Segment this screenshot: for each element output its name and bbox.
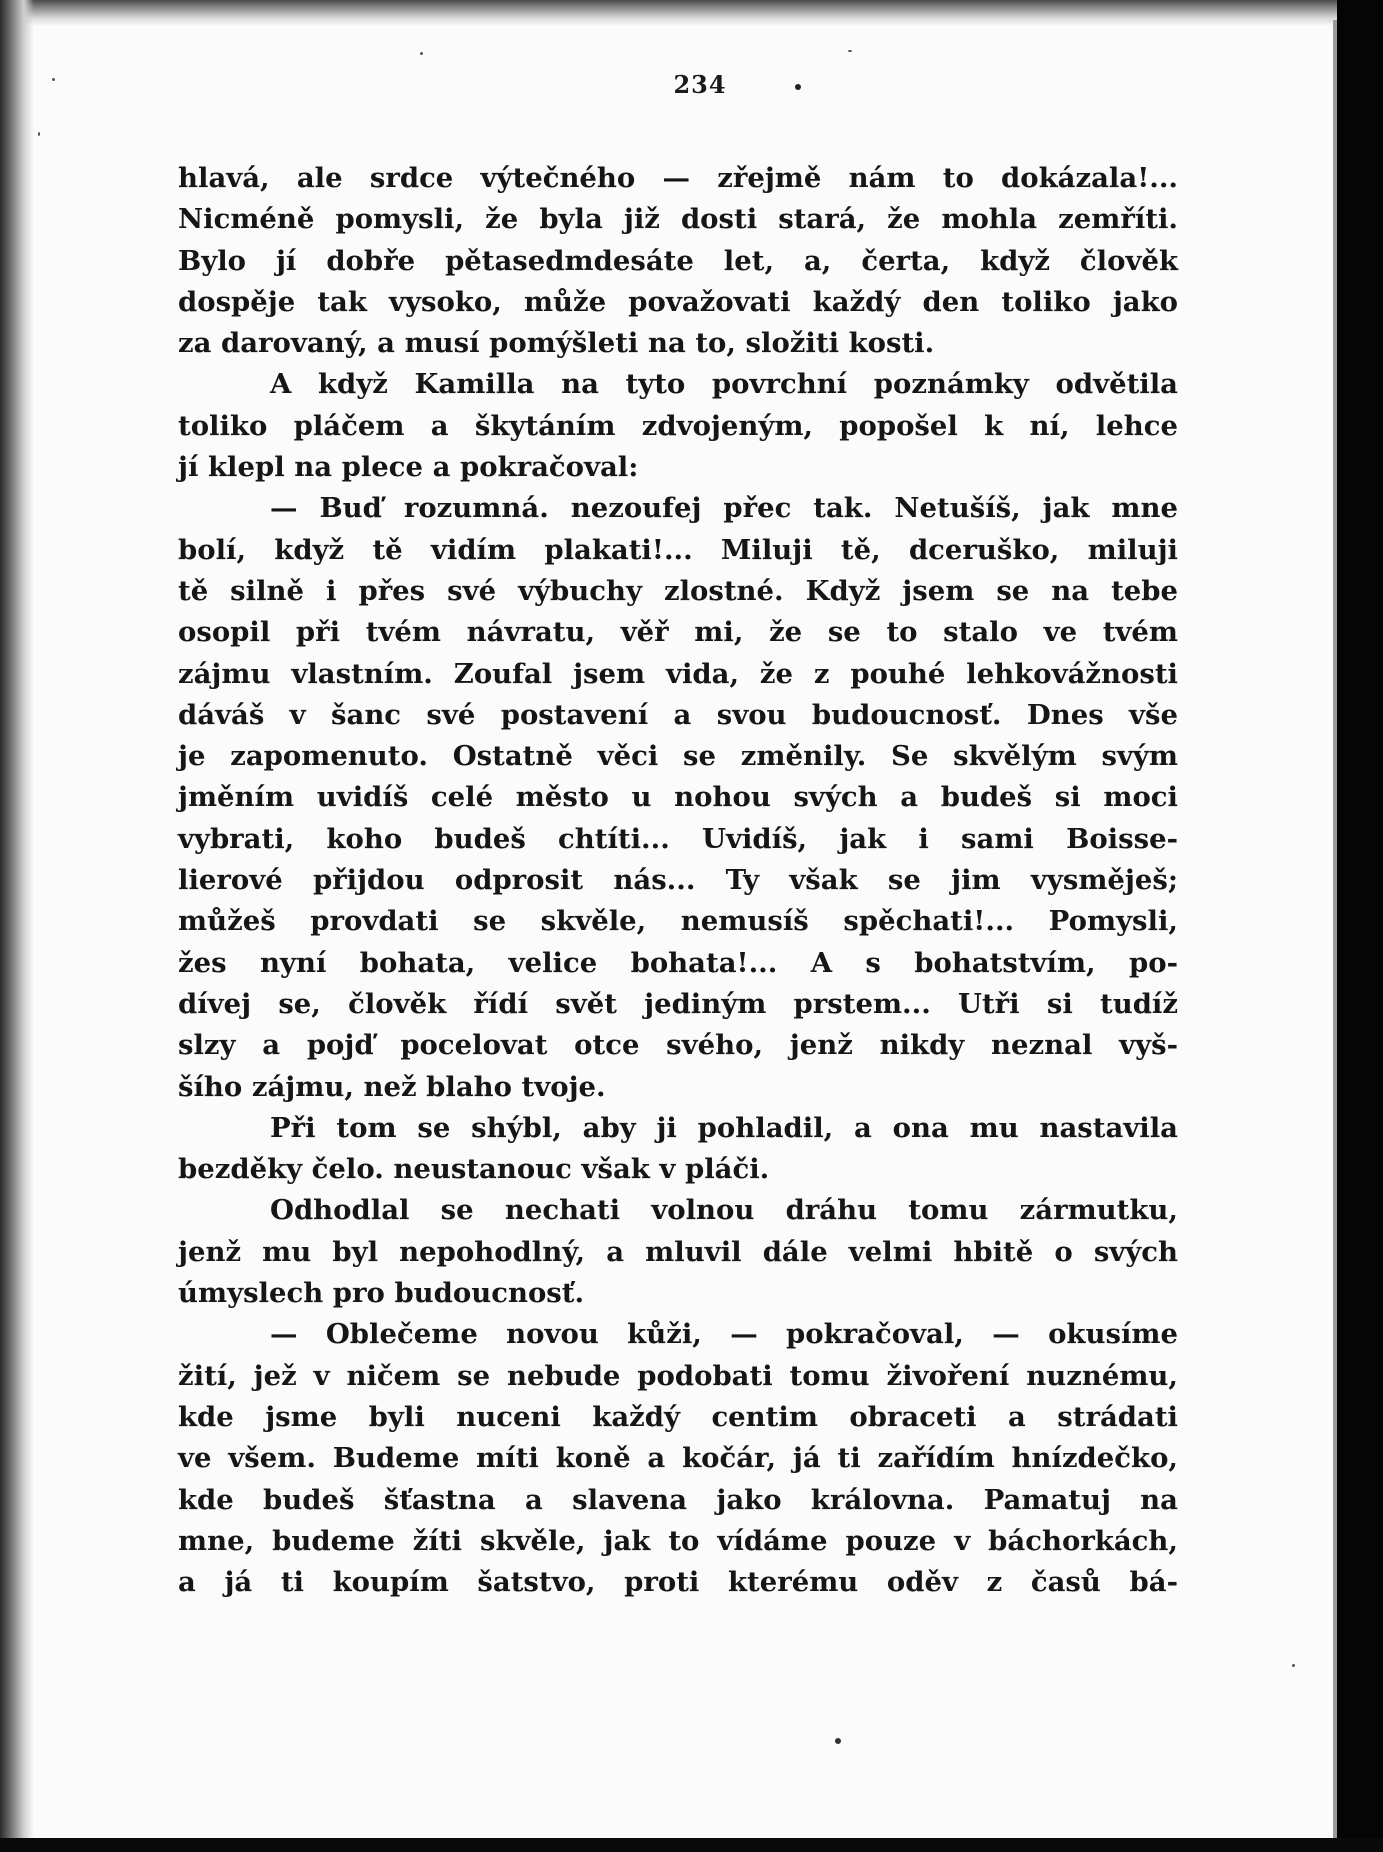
scan-right-border	[1337, 0, 1383, 1852]
page-number: 234	[673, 70, 727, 99]
text-line: Nicméně pomysli, že byla již dosti stará, že mohla zemříti.	[178, 203, 1178, 236]
dust-speck	[420, 52, 423, 55]
text-line: osopil při tvém návratu, věř mi, že se to stalo ve tvém	[178, 616, 1178, 649]
text-line: a já ti koupím šatstvo, proti kterému oděv z časů bá-	[178, 1566, 1178, 1599]
text-line: je zapomenuto. Ostatně věci se změnily. Se skvělým svým	[178, 740, 1178, 773]
text-line: šího zájmu, než blaho tvoje.	[178, 1070, 606, 1103]
text-line: kde jsme byli nuceni každý centim obraceti a strádati	[178, 1400, 1178, 1433]
text-line: bolí, když tě vidím plakati!... Miluji tě, dceruško, miluji	[178, 533, 1178, 566]
text-line: ve všem. Budeme míti koně a kočár, já ti zařídím hnízdečko,	[178, 1442, 1178, 1475]
text-line: mne, budeme žíti skvěle, jak to vídáme pouze v báchorkách,	[178, 1524, 1178, 1557]
text-line: žití, jež v ničem se nebude podobati tomu živoření nuznému,	[178, 1359, 1178, 1392]
text-line: — Buď rozumná. nezoufej přec tak. Netušíš, jak mne	[270, 492, 1178, 525]
text-line: Při tom se shýbl, aby ji pohladil, a ona mu nastavila	[270, 1111, 1178, 1144]
text-line: dívej se, člověk řídí svět jediným prstem... Utři si tudíž	[178, 987, 1178, 1020]
scan-left-shadow	[0, 0, 34, 1852]
scan-top-shadow	[0, 0, 1383, 26]
text-line: jenž mu byl nepohodlný, a mluvil dále velmi hbitě o svých	[178, 1235, 1178, 1268]
text-line: můžeš provdati se skvěle, nemusíš spěchati!... Pomysli,	[178, 905, 1178, 938]
text-line: dáváš v šanc své postavení a svou budoucnosť. Dnes vše	[178, 698, 1178, 731]
text-line: tě silně i přes své výbuchy zlostné. Když jsem se na tebe	[178, 574, 1178, 607]
dust-speck	[1292, 1664, 1295, 1667]
dust-speck	[52, 78, 55, 81]
text-line: A když Kamilla na tyto povrchní poznámky odvětila	[270, 368, 1178, 401]
text-line: Bylo jí dobře pětasedmdesáte let, a, čerta, když člověk	[178, 244, 1178, 277]
text-line: toliko pláčem a škytáním zdvojeným, popošel k ní, lehce	[178, 409, 1178, 442]
dust-speck	[848, 50, 852, 52]
text-line: za darovaný, a musí pomýšleti na to, složiti kosti.	[178, 327, 935, 360]
text-line: jměním uvidíš celé město u nohou svých a budeš si moci	[178, 781, 1178, 814]
text-line: úmyslech pro budoucnosť.	[178, 1277, 585, 1310]
text-line: dospěje tak vysoko, může považovati každý den toliko jako	[178, 285, 1178, 318]
dust-speck	[38, 132, 40, 136]
text-line: vybrati, koho budeš chtíti... Uvidíš, jak i sami Boisse-	[178, 822, 1178, 855]
text-line: kde budeš šťastna a slavena jako královna. Pamatuj na	[178, 1483, 1178, 1516]
text-line: hlavá, ale srdce výtečného — zřejmě nám to dokázala!...	[178, 162, 1178, 194]
text-line: slzy a pojď pocelovat otce svého, jenž nikdy neznal vyš-	[178, 1029, 1178, 1062]
text-line: lierové přijdou odprosit nás... Ty však se jim vysměješ;	[178, 864, 1178, 897]
text-line: jí klepl na plece a pokračoval:	[178, 451, 639, 484]
text-line: žes nyní bohata, velice bohata!... A s bohatstvím, po-	[178, 946, 1178, 979]
text-line: bezděky čelo. neustanouc však v pláči.	[178, 1153, 770, 1186]
text-line: — Oblečeme novou kůži, — pokračoval, — okusíme	[270, 1318, 1178, 1351]
dust-speck	[835, 1738, 841, 1744]
body-text	[178, 158, 1178, 1603]
scan-bottom-border	[0, 1838, 1383, 1852]
text-line: zájmu vlastním. Zoufal jsem vida, že z pouhé lehkovážnosti	[178, 657, 1178, 690]
page-number-container	[660, 70, 740, 99]
print-dot-mark	[795, 84, 801, 90]
text-line: Odhodlal se nechati volnou dráhu tomu zármutku,	[270, 1194, 1178, 1227]
